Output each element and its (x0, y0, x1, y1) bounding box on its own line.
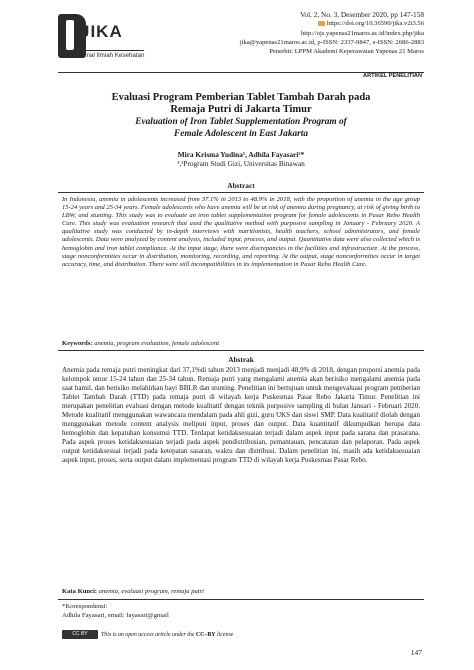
abstrak-heading: Abstrak (228, 355, 254, 364)
keywords-english (62, 340, 420, 348)
section-tag: ARTIKEL PENELITIAN (363, 73, 422, 79)
doi-line[interactable] (184, 19, 424, 28)
license-text-after: license (215, 631, 234, 638)
journal-url[interactable]: http://ojs.yapenas21maros.ac.id/index.php/jika (300, 29, 424, 37)
abstract-divider-rule (58, 350, 424, 351)
masthead (58, 10, 424, 70)
crossref-icon (318, 21, 325, 26)
license-name[interactable]: CC–BY (195, 631, 216, 638)
title-english-line1: Evaluation of Iron Tablet Supplementation Program of (135, 117, 347, 127)
title-english-line2: Female Adolescent in East Jakarta (174, 129, 308, 139)
correspondence-email[interactable]: Adhila Fayasari, email: fayasari@gmail (62, 611, 169, 619)
kata-kunci-label: Kata Kunci: (62, 588, 97, 595)
journal-logo (58, 14, 168, 66)
title-indonesian-line2: Remaja Putri di Jakarta Timur (170, 104, 312, 115)
correspondence-label: *Korespondensi: (62, 603, 108, 610)
article-title (58, 92, 424, 140)
keywords-label: Keywords: (62, 340, 93, 347)
keywords-value: anemia, program evaluation, female adolescent (94, 340, 220, 347)
author-affiliation: ¹,²Program Studi Gizi, Universitas Binawan (177, 159, 305, 168)
abstract-top-rule (58, 192, 424, 193)
author-names: Mira Krisma Yudina¹, Adhila Fayasari²* (177, 150, 305, 159)
keywords-indonesian (62, 588, 420, 596)
volume-line: Vol. 2, No. 3, Desember 2020, pp 147-158 (300, 10, 424, 19)
title-indonesian-line1: Evaluasi Program Pemberian Tablet Tambah Darah pada (111, 92, 371, 103)
issn-line: jika@yapenas21maros.ac.id, p-ISSN: 2337-9847, e-ISSN: 2686-2883 (239, 38, 424, 46)
doi-link[interactable]: https://doi.org/10.36590/jika.v2i3.56 (327, 20, 424, 28)
cc-by-badge-icon[interactable]: CC BY (62, 630, 98, 639)
license-line (62, 630, 362, 639)
correspondence-block (62, 603, 362, 620)
abstract-heading: Abstract (227, 181, 255, 190)
abstract-english: In Indonesia, anemia in adolescents increased from 37.1% in 2013 to 48.9% in 2018, with the proportion of anemia in the age group 15-24 years and 25-34 years. Female adolescents who have anemia will be at risk of anemia during pregnancy, at risk of giving birth to LBW, and stunting. This study was to evaluate an iron tablet supplementation program for female adolescents in Pasar Rebo Health Care. This study was evaluation research that used the qualitative method with purposive sampling in January - February 2020. A qualitative study was conducted by in-depth interviews with nutritionists, health teachers, school administrators, and female adolescents. Data were analyzed by content analysis, included input, process, and output. Quantitative data were also collected which is hemoglobin and iron tablet compliance. At the input stage, there were discrepancies in the facilities and infrastructure. At the process, stage nonconformities occur in distribution, monitoring, recording, and reporting. At the output, stage nonconformities occur in target accuracy, time, and distribution. There were still incompatibilities in its implementation in Pasar Rebo Health Care. (62, 196, 420, 268)
logo-text: JIKA (80, 22, 123, 41)
keywords-bottom-rule (58, 599, 424, 600)
journal-meta (184, 10, 424, 56)
abstract-indonesian: Anemia pada remaja putri meningkat dari 37,1%di tahun 2013 menjadi menjadi 48,9% di 2018, dengan proporsi anemia pada kelompok umur 15-24 tahun dan 25-34 tahun. Remaja putri yang mengalami anemia akan berisiko mengalami anemia pada saat hamil, dan berisiko melahirkan bayi BBLR dan stunting. Penelitian ini bertujuan untuk mengevaluasi program pemberian Tablet Tambah Darah (TTD) pada remaja putri di wilayah kerja Puskesmas Pasar Rebo Jakarta Timur. Penelitian ini merupakan penelitian evaluasi dengan metode kualitatif dengan teknik purposive sampling di bulan Januari - Februari 2020. Metode kualitatif menggunakan wawancara mendalam pada ahli gizi, guru UKS dan siswi SMP. Data kualitatif diolah dengan menggunakan metode content analysis meliputi input, proses dan output. Data kuantitatif dikumpulkan berupa data hemoglobin dan kepatuhan konsumsi TTD. Terdapat ketidaksesuaian terjadi dalam aspek input pada sarana dan prasarana. Pada aspek proses ketidaksesuaian terjadi pada aspek pendistribusian, pemantauan, pencatatan dan pelaporan. Pada aspek output ketidaksesuai terjadi pada ketepatan sasaran, waktu dan distribusi. Dalam penelitian ini, masih ada ketidaksesuaian aspek input, proses, serta output dalam implementasi program TTD di wilayah kerja Puskesmas Pasar Rebo. (62, 366, 420, 465)
logo-subtitle: Jurnal Ilmiah Kesehatan (78, 52, 145, 59)
publisher-line: Penerbit: LPPM Akademi Keperawatan Yapenas 21 Maros (269, 48, 424, 56)
page-number: 147 (410, 648, 422, 657)
kata-kunci-value: anemia, evaluasi program, remaja putri (98, 588, 205, 595)
authors-block (58, 150, 424, 168)
license-text-before: This is an open access article under the (101, 631, 196, 638)
